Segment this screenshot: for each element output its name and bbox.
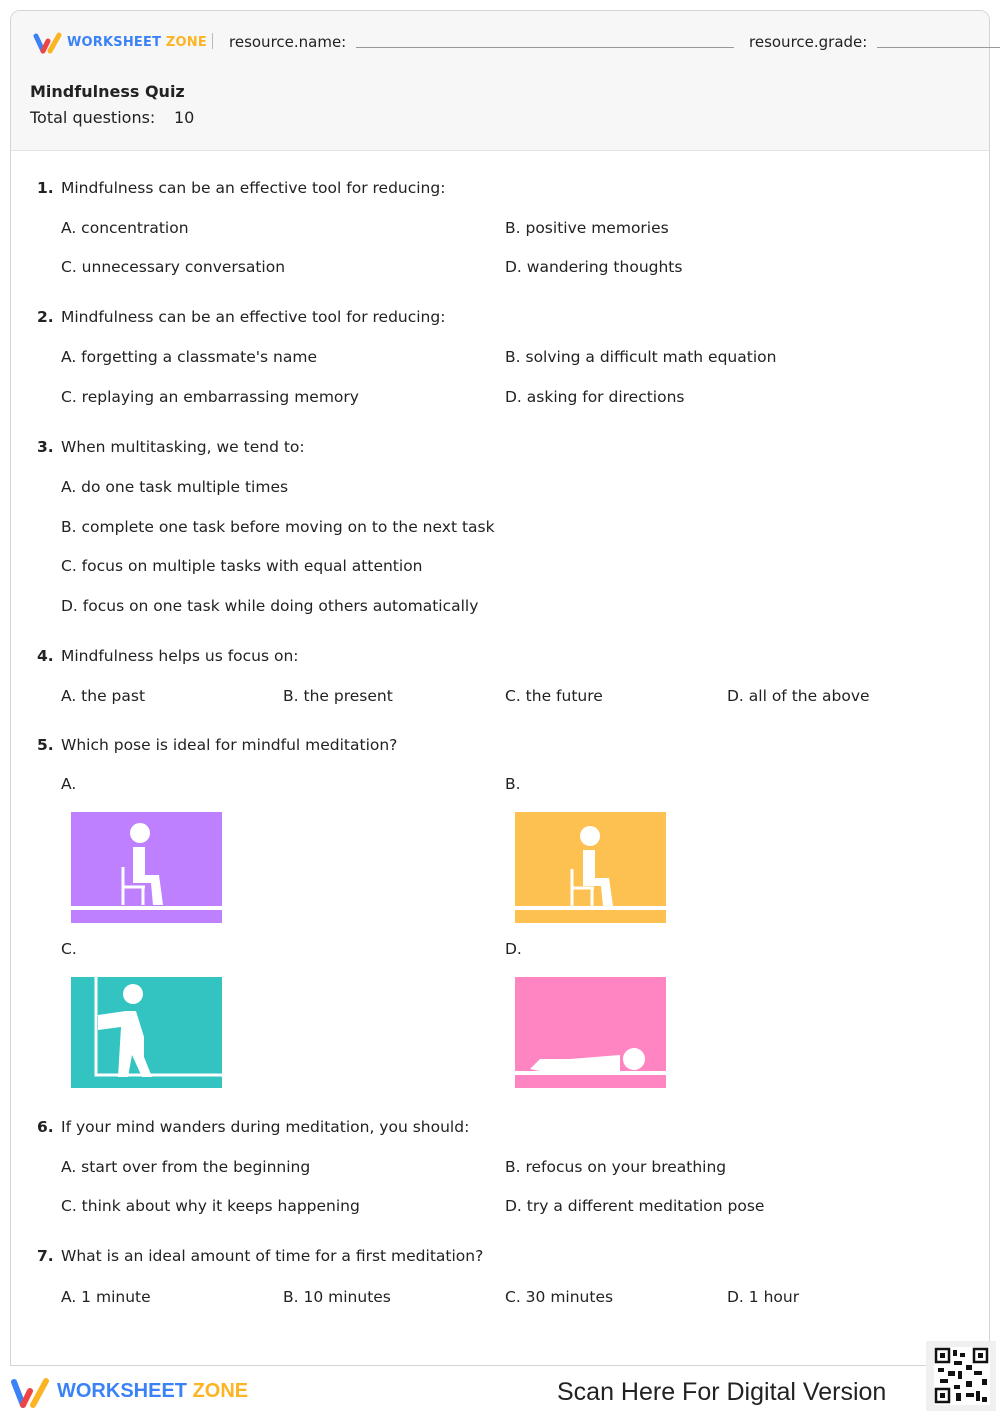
qr-code-container[interactable] (926, 1341, 996, 1411)
question-number: 6. (37, 1118, 54, 1136)
answer-option[interactable]: B. positive memories (505, 219, 669, 237)
question-text: Mindfulness helps us focus on: (61, 647, 299, 665)
answer-option[interactable]: D. all of the above (727, 687, 870, 705)
answer-option[interactable]: C. replaying an embarrassing memory (61, 388, 359, 406)
answer-option[interactable]: A. (61, 775, 77, 793)
footer-brand (57, 1380, 248, 1403)
answer-option[interactable]: A. forgetting a classmate's name (61, 348, 317, 366)
question-number: 5. (37, 736, 54, 754)
answer-option[interactable]: A. start over from the beginning (61, 1158, 311, 1176)
answer-option[interactable]: B. the present (283, 687, 393, 705)
pose-c-leaning-wall-image (71, 977, 222, 1088)
qr-code-icon (926, 1341, 996, 1411)
brand-worksheet: WORKSHEET (67, 35, 162, 50)
resource-grade-label: resource.grade: (749, 33, 868, 51)
footer-brand-zone: ZONE (192, 1380, 249, 1402)
answer-option[interactable]: C. think about why it keeps happening (61, 1197, 360, 1215)
resource-name-field[interactable] (356, 47, 734, 48)
question-number: 3. (37, 438, 54, 456)
footer-logo-icon (10, 1377, 50, 1409)
answer-option[interactable]: C. (61, 940, 77, 958)
answer-option[interactable]: C. focus on multiple tasks with equal attention (61, 557, 423, 575)
answer-option[interactable]: D. asking for directions (505, 388, 685, 406)
pose-a-seated-chair-image (71, 812, 222, 923)
quiz-title: Mindfulness Quiz (30, 82, 185, 101)
answer-option[interactable]: B. 10 minutes (283, 1288, 391, 1306)
divider (212, 33, 213, 49)
answer-option[interactable]: A. the past (61, 687, 146, 705)
answer-option[interactable]: C. the future (505, 687, 603, 705)
question-number: 7. (37, 1247, 54, 1265)
resource-name-label: resource.name: (229, 33, 347, 51)
pose-b-seated-chair-image (515, 812, 666, 923)
question-text: When multitasking, we tend to: (61, 438, 305, 456)
question-text: What is an ideal amount of time for a first meditation? (61, 1247, 484, 1265)
answer-option[interactable]: D. 1 hour (727, 1288, 800, 1306)
question-number: 1. (37, 179, 54, 197)
question-text: Mindfulness can be an effective tool for reducing: (61, 308, 446, 326)
answer-option[interactable]: B. solving a difficult math equation (505, 348, 777, 366)
question-text: Mindfulness can be an effective tool for reducing: (61, 179, 446, 197)
question-number: 2. (37, 308, 54, 326)
answer-option[interactable]: B. complete one task before moving on to the next task (61, 518, 495, 536)
answer-option[interactable]: D. wandering thoughts (505, 258, 683, 276)
answer-option[interactable]: D. try a different meditation pose (505, 1197, 765, 1215)
answer-option[interactable]: D. (505, 940, 522, 958)
total-questions-label: Total questions: (30, 108, 156, 127)
question-text: If your mind wanders during meditation, you should: (61, 1118, 470, 1136)
brand-zone: ZONE (165, 35, 207, 50)
answer-option[interactable]: A. do one task multiple times (61, 478, 289, 496)
question-text: Which pose is ideal for mindful meditation? (61, 736, 398, 754)
header-brand (67, 35, 207, 50)
resource-grade-field[interactable] (877, 47, 1000, 48)
footer-brand-worksheet: WORKSHEET (57, 1380, 187, 1402)
answer-option[interactable]: A. 1 minute (61, 1288, 151, 1306)
answer-option[interactable]: C. unnecessary conversation (61, 258, 286, 276)
total-questions-value: 10 (174, 108, 195, 127)
answer-option[interactable]: B. (505, 775, 521, 793)
answer-option[interactable]: A. concentration (61, 219, 189, 237)
worksheet-zone-logo-icon (33, 32, 63, 54)
answer-option[interactable]: C. 30 minutes (505, 1288, 614, 1306)
scan-label: Scan Here For Digital Version (557, 1378, 887, 1406)
pose-d-lying-down-image (515, 977, 666, 1088)
worksheet-header (11, 11, 989, 151)
answer-option[interactable]: B. refocus on your breathing (505, 1158, 727, 1176)
question-number: 4. (37, 647, 54, 665)
answer-option[interactable]: D. focus on one task while doing others automatically (61, 597, 479, 615)
